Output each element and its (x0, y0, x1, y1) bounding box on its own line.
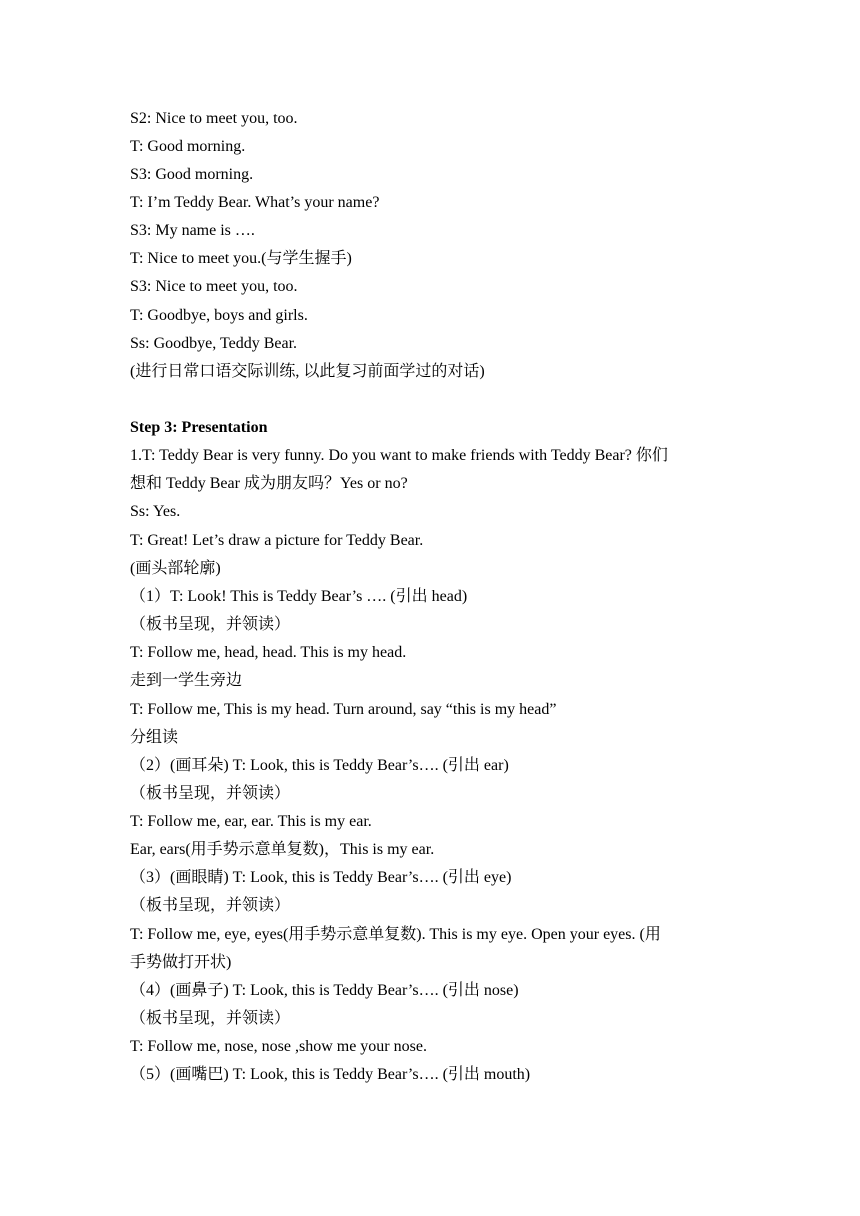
text-line: Ss: Goodbye, Teddy Bear. (130, 335, 298, 352)
text-line: （2）(画耳朵) T: Look, this is Teddy Bear’s…. (引出 ear) (130, 757, 509, 774)
text-line: S3: My name is …. (130, 222, 255, 239)
text-line: S3: Good morning. (130, 166, 254, 183)
section-heading: Step 3: Presentation (130, 419, 268, 436)
text-line: T: Follow me, ear, ear. This is my ear. (130, 813, 372, 830)
text-line: T: Good morning. (130, 138, 246, 155)
text-line: 走到一学生旁边 (130, 672, 243, 689)
text-line: （板书呈现，并领读） (130, 616, 291, 633)
text-line: T: Follow me, head, head. This is my head. (130, 644, 407, 661)
text-line: T: Nice to meet you.(与学生握手) (130, 250, 352, 267)
text-line: T: Great! Let’s draw a picture for Teddy Bear. (130, 532, 424, 549)
text-line: （1）T: Look! This is Teddy Bear’s …. (引出 head) (130, 588, 468, 605)
text-line: （3）(画眼睛) T: Look, this is Teddy Bear’s…. (引出 eye) (130, 869, 512, 886)
text-line: 分组读 (130, 729, 179, 746)
text-line: 想和 Teddy Bear 成为朋友吗？Yes or no? (130, 475, 408, 492)
text-line: Ss: Yes. (130, 503, 181, 520)
text-line: T: Follow me, This is my head. Turn around, say “this is my head” (130, 701, 557, 718)
text-line: （4）(画鼻子) T: Look, this is Teddy Bear’s…. (引出 nose) (130, 982, 519, 999)
text-line: T: Follow me, nose, nose ,show me your nose. (130, 1038, 427, 1055)
text-line: (画头部轮廓) (130, 560, 221, 577)
text-line: （板书呈现，并领读） (130, 1010, 291, 1027)
text-line: T: Goodbye, boys and girls. (130, 307, 308, 324)
text-line: 1.T: Teddy Bear is very funny. Do you want to make friends with Teddy Bear? 你们 (130, 447, 668, 464)
text-line: 手势做打开状) (130, 954, 232, 971)
text-line: （板书呈现，并领读） (130, 897, 291, 914)
text-line: Ear, ears(用手势示意单复数)，This is my ear. (130, 841, 435, 858)
text-line: （板书呈现，并领读） (130, 785, 291, 802)
text-line: T: Follow me, eye, eyes(用手势示意单复数). This is my eye. Open your eyes. (用 (130, 926, 661, 943)
text-line: T: I’m Teddy Bear. What’s your name? (130, 194, 380, 211)
text-line: S3: Nice to meet you, too. (130, 278, 298, 295)
text-line: (进行日常口语交际训练, 以此复习前面学过的对话) (130, 363, 485, 380)
text-line: S2: Nice to meet you, too. (130, 110, 298, 127)
text-line: （5）(画嘴巴) T: Look, this is Teddy Bear’s…. (引出 mouth) (130, 1066, 531, 1083)
